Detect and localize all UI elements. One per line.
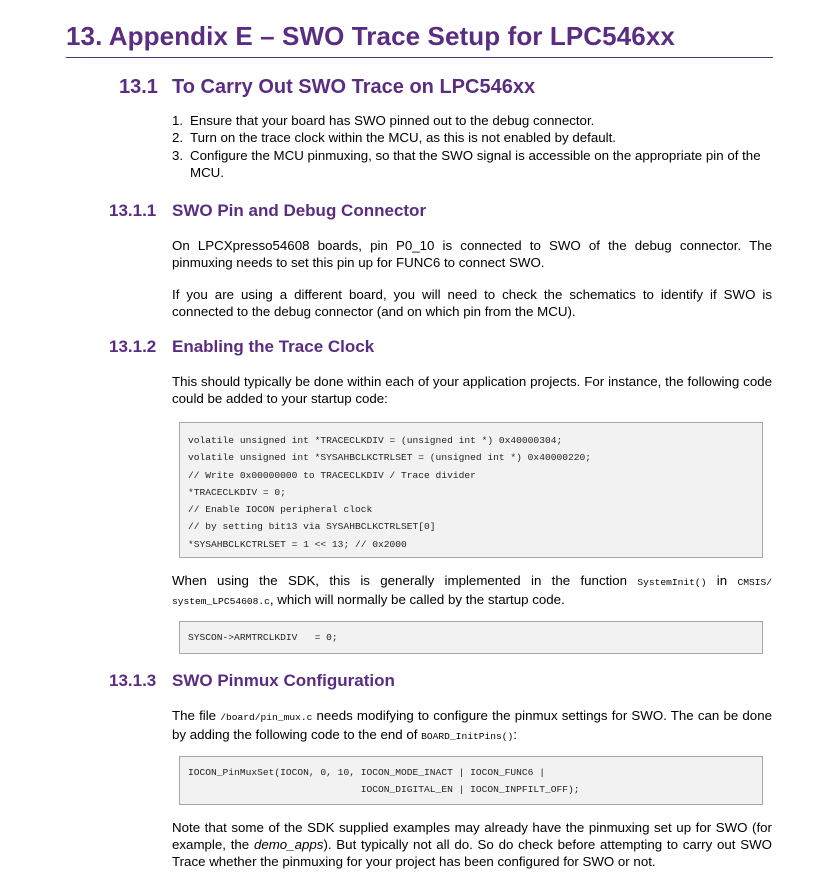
inline-code: BOARD_InitPins()	[421, 731, 514, 742]
inline-code: SystemInit()	[637, 577, 707, 588]
subsection-heading-2	[109, 337, 374, 357]
paragraph: On LPCXpresso54608 boards, pin P0_10 is connected to SWO of the debug connector. The pinmuxing needs to set this pin up for FUNC6 to connect SWO.	[172, 238, 772, 270]
text: ). But typically not all do. So do check before attempting to carry out SWO Trace whether the pinmuxing for your project has been configured for SWO or not.	[172, 837, 772, 869]
step-number: 2.	[172, 130, 184, 146]
text: When using the SDK, this is generally implemented in the function	[172, 573, 638, 588]
text: in	[706, 573, 738, 588]
code-block-armtrclkdiv	[179, 621, 763, 654]
subsection-heading-3	[109, 671, 395, 691]
step-text: Turn on the trace clock within the MCU, as this is not enabled by default.	[190, 130, 616, 146]
code-line: // Enable IOCON peripheral clock	[188, 504, 373, 516]
inline-code: CMSIS/ system_LPC54608.c	[172, 577, 772, 607]
step-number: 1.	[172, 113, 184, 128]
section-heading	[119, 76, 535, 99]
text: :	[513, 727, 517, 742]
section-title: To Carry Out SWO Trace on LPC546xx	[172, 76, 536, 98]
text: The file	[172, 708, 221, 723]
code-line: *SYSAHBCLKCTRLSET = 1 << 13; // 0x2000	[188, 538, 407, 550]
code-line: // Write 0x00000000 to TRACECLKDIV / Trace divider	[188, 469, 476, 481]
paragraph: If you are using a different board, you will need to check the schematics to identify if SWO is connected to the debug connector (and on which pin from the MCU).	[172, 287, 772, 319]
code-line: volatile unsigned int *TRACECLKDIV = (unsigned int *) 0x40000304;	[188, 435, 563, 446]
paragraph: This should typically be done within each of your application projects. For instance, the following code could be added to your startup code:	[172, 374, 772, 406]
code-line: // by setting bit13 via SYSAHBCLKCTRLSET[0]	[188, 521, 436, 533]
list-item	[172, 112, 772, 129]
subsection-number: 13.1.2	[109, 337, 157, 356]
subsection-title: SWO Pin and Debug Connector	[172, 201, 427, 220]
list-item	[172, 129, 772, 146]
code-block-trace-clock	[179, 422, 763, 558]
emphasis: demo_apps	[253, 837, 324, 852]
code-line: SYSCON->ARMTRCLKDIV = 0;	[188, 632, 338, 643]
code-line: volatile unsigned int *SYSAHBCLKCTRLSET = (unsigned int *) 0x40000220;	[188, 452, 592, 464]
section-number: 13.1	[119, 76, 158, 98]
paragraph	[172, 572, 772, 610]
step-text: Ensure that your board has SWO pinned out to the debug connector.	[190, 113, 595, 128]
paragraph	[172, 819, 772, 870]
subsection-title: SWO Pinmux Configuration	[172, 671, 395, 690]
step-text: Configure the MCU pinmuxing, so that the SWO signal is accessible on the appropriate pin of the MCU.	[190, 147, 761, 180]
code-line: *TRACECLKDIV = 0;	[188, 486, 286, 498]
chapter-rule	[66, 57, 773, 58]
step-number: 3.	[172, 147, 184, 163]
list-item	[172, 147, 772, 182]
subsection-number: 13.1.3	[109, 671, 157, 690]
paragraph	[172, 707, 772, 745]
code-block-pinmux	[179, 756, 763, 805]
inline-code: /board/pin_mux.c	[220, 712, 313, 723]
text: needs modifying to configure the pinmux settings for SWO. The can be done by adding the following code to the end of	[172, 708, 772, 742]
chapter-title: 13. Appendix E – SWO Trace Setup for LPC546xx	[66, 21, 675, 51]
subsection-title: Enabling the Trace Clock	[172, 337, 375, 356]
text: , which will normally be called by the startup code.	[269, 592, 565, 607]
code-line: IOCON_DIGITAL_EN | IOCON_INPFILT_OFF);	[188, 784, 580, 796]
steps-list	[172, 112, 772, 181]
code-line: IOCON_PinMuxSet(IOCON, 0, 10, IOCON_MODE_INACT | IOCON_FUNC6 |	[188, 767, 545, 778]
text: Note that some of the SDK supplied examples may already have the pinmuxing set up for SWO (for example, the	[172, 820, 772, 852]
subsection-number: 13.1.1	[109, 201, 157, 220]
subsection-heading-1	[109, 201, 426, 221]
